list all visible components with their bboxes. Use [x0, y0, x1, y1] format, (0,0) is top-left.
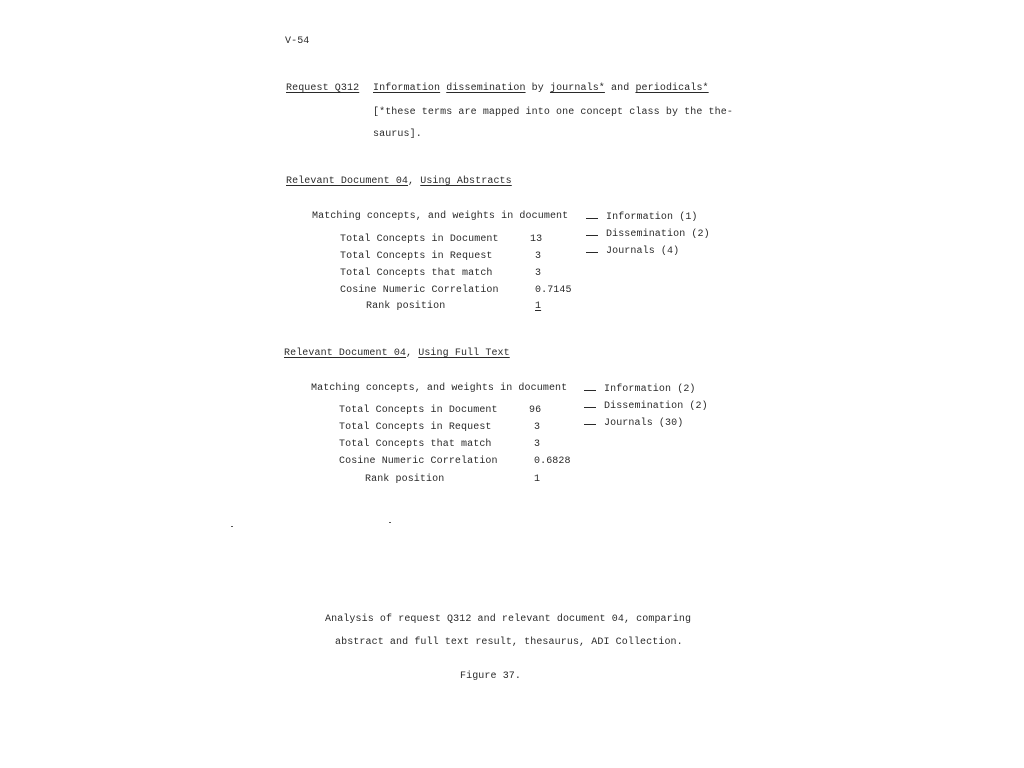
request-text	[373, 83, 709, 95]
page-number: V-54	[285, 36, 310, 47]
row-label: Total Concepts in Request	[339, 422, 492, 433]
caption-line-1: Analysis of request Q312 and relevant document 04, comparing	[325, 614, 692, 625]
section-heading	[286, 176, 512, 188]
matching-label: Matching concepts, and weights in document	[311, 383, 568, 394]
match-dash	[584, 424, 596, 425]
matching-label: Matching concepts, and weights in document	[312, 211, 569, 222]
row-value: 0.6828	[534, 456, 571, 467]
row-value: 13	[530, 234, 543, 245]
row-value: 3	[534, 422, 541, 433]
section-heading-separator: ,	[406, 348, 419, 359]
row-label: Total Concepts that match	[339, 439, 492, 450]
request-note-line-1: [*these terms are mapped into one concept class by the the-	[373, 107, 733, 118]
caption-line-2: abstract and full text result, thesaurus, ADI Collection.	[335, 637, 683, 648]
section-heading-separator: ,	[408, 176, 421, 187]
row-value: 0.7145	[535, 285, 572, 296]
rank-label: Rank position	[366, 301, 446, 312]
match-item: Journals (30)	[604, 418, 684, 429]
request-note-line-2: saurus].	[373, 129, 422, 140]
section-heading	[284, 348, 510, 360]
row-label: Cosine Numeric Correlation	[339, 456, 498, 467]
row-label: Total Concepts that match	[340, 268, 493, 279]
request-label: Request Q312	[286, 83, 360, 94]
match-dash	[586, 235, 598, 236]
row-label: Total Concepts in Document	[340, 234, 499, 245]
section-heading-method: Using Abstracts	[420, 176, 512, 187]
rank-value: 1	[535, 301, 542, 312]
row-value: 3	[535, 268, 542, 279]
section-heading-document: Relevant Document 04	[286, 176, 409, 187]
scan-speck	[231, 526, 233, 527]
match-dash	[586, 218, 598, 219]
request-word-by: by	[531, 83, 544, 94]
row-label: Total Concepts in Document	[339, 405, 498, 416]
match-item: Information (2)	[604, 384, 696, 395]
figure-number: Figure 37.	[460, 671, 522, 682]
match-dash	[586, 252, 598, 253]
rank-value: 1	[534, 474, 541, 485]
row-label: Cosine Numeric Correlation	[340, 285, 499, 296]
match-item: Dissemination (2)	[606, 229, 710, 240]
row-label: Total Concepts in Request	[340, 251, 493, 262]
match-item: Information (1)	[606, 212, 698, 223]
row-value: 96	[529, 405, 542, 416]
request-term-journals: journals*	[549, 83, 605, 94]
request-word-and: and	[611, 83, 630, 94]
row-value: 3	[535, 251, 542, 262]
row-value: 3	[534, 439, 541, 450]
rank-label: Rank position	[365, 474, 445, 485]
match-dash	[584, 407, 596, 408]
section-heading-method: Using Full Text	[418, 348, 510, 359]
scan-speck	[389, 522, 391, 523]
request-term-periodicals: periodicals*	[635, 83, 709, 94]
request-term-dissemination: dissemination	[446, 83, 526, 94]
section-heading-document: Relevant Document 04	[284, 348, 407, 359]
match-dash	[584, 390, 596, 391]
match-item: Dissemination (2)	[604, 401, 708, 412]
match-item: Journals (4)	[606, 246, 680, 257]
request-term-information: Information	[373, 83, 441, 94]
